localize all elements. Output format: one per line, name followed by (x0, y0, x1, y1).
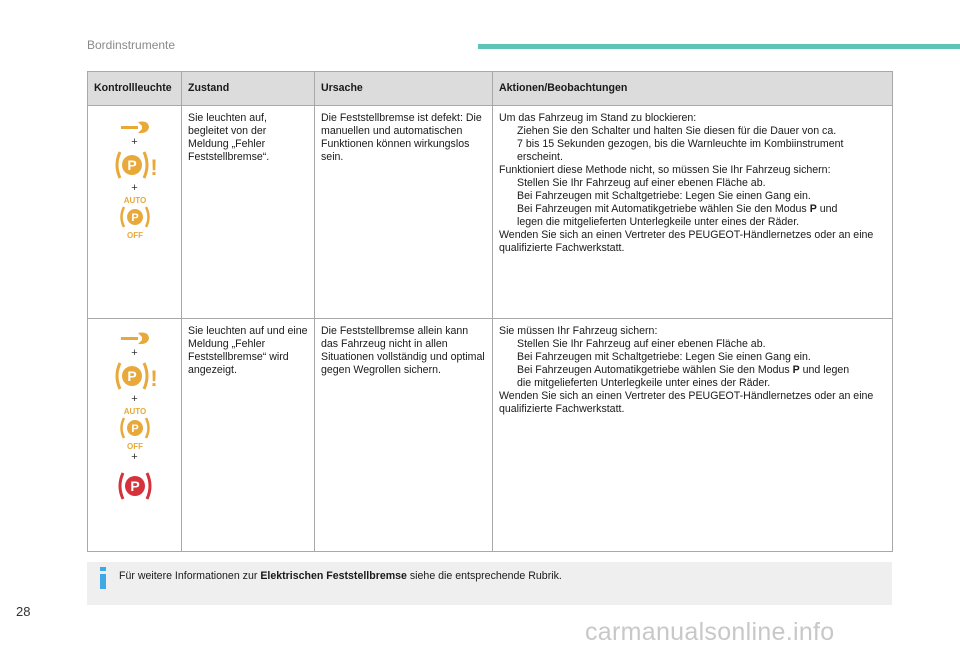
svg-text:P: P (130, 212, 139, 224)
page-number: 28 (16, 604, 31, 619)
plus-sign: + (131, 393, 138, 405)
svg-text:P: P (126, 157, 137, 173)
svg-text:P: P (130, 423, 139, 435)
ursache-cell: Die Feststellbremse allein kann das Fahrzeug nicht in allen Situationen vollständig und optimal gegen Wegrollen sichern. (315, 319, 493, 552)
bullet-icon (499, 125, 517, 138)
action-text: Ziehen Sie den Schalter und halten Sie diesen für die Dauer von ca. (517, 125, 837, 137)
svg-text:OFF: OFF (126, 231, 143, 240)
action-text: Um das Fahrzeug im Stand zu blockieren: (499, 112, 697, 124)
plus-sign: + (131, 451, 138, 463)
section-title: Bordinstrumente (87, 38, 176, 52)
parking-brake-fault-icon (112, 359, 158, 393)
table-row (88, 319, 893, 552)
ursache-cell: Die Feststellbremse ist defekt: Die manuellen und automatischen Funktionen können wirkungslos sein. (315, 106, 493, 319)
info-box (87, 562, 892, 605)
info-icon (96, 567, 110, 589)
col-header-ursache: Ursache (315, 72, 493, 106)
action-text: legen die mitgelieferten Unterlegkeile unter eines der Räder. (517, 216, 800, 228)
zustand-cell: Sie leuchten auf, begleitet von der Meldung „Fehler Feststellbremse“. (182, 106, 315, 319)
plus-sign: + (131, 347, 138, 359)
svg-text:P: P (126, 368, 137, 384)
table-row (88, 106, 893, 319)
action-text: die mitgelieferten Unterlegkeile unter eines der Räder. (517, 377, 771, 389)
bullet-icon (499, 338, 517, 351)
svg-text:AUTO: AUTO (123, 407, 146, 416)
action-text: Sie müssen Ihr Fahrzeug sichern: (499, 325, 658, 337)
bullet-icon (499, 190, 517, 203)
aktionen-cell (493, 106, 893, 319)
icon-cell (88, 319, 182, 552)
warning-light-table (87, 71, 893, 552)
section-accent-bar (478, 44, 960, 49)
auto-p-off-icon (115, 405, 155, 451)
col-header-aktionen: Aktionen/Beobachtungen (493, 72, 893, 106)
action-text: Bei Fahrzeugen Automatikgetriebe wählen Sie den Modus P und legen (517, 364, 850, 376)
wrench-icon (118, 118, 152, 136)
bullet-icon (499, 177, 517, 190)
plus-sign: + (131, 136, 138, 148)
parking-brake-fault-icon (112, 148, 158, 182)
bullet-icon (499, 351, 517, 364)
action-text: Wenden Sie sich an einen Vertreter des PEUGEOT-Händlernetzes oder an eine qualifizierte Fachwerkstatt. (499, 229, 874, 254)
svg-text:AUTO: AUTO (123, 196, 146, 205)
action-text: 7 bis 15 Sekunden gezogen, bis die Warnleuchte im Kombiinstrument erscheint. (517, 138, 844, 163)
table-header-row (88, 72, 893, 106)
zustand-cell: Sie leuchten auf und eine Meldung „Fehler Feststellbremse“ wird angezeigt. (182, 319, 315, 552)
aktionen-cell (493, 319, 893, 552)
col-header-zustand: Zustand (182, 72, 315, 106)
svg-text:!: ! (149, 366, 158, 391)
info-link-term: Elektrischen Feststellbremse (260, 570, 407, 582)
action-text: Funktioniert diese Methode nicht, so müssen Sie Ihr Fahrzeug sichern: (499, 164, 831, 176)
auto-p-off-icon (115, 194, 155, 240)
action-text: Bei Fahrzeugen mit Schaltgetriebe: Legen Sie einen Gang ein. (517, 190, 811, 202)
parking-brake-red-icon (115, 469, 155, 503)
watermark: carmanualsonline.info (585, 618, 835, 646)
info-text: Für weitere Informationen zur Elektrischen Feststellbremse siehe die entsprechende Rubrik. (119, 570, 562, 582)
action-text: Bei Fahrzeugen mit Schaltgetriebe: Legen Sie einen Gang ein. (517, 351, 811, 363)
svg-text:OFF: OFF (126, 442, 143, 451)
plus-sign: + (131, 182, 138, 194)
icon-cell (88, 106, 182, 319)
action-text: Stellen Sie Ihr Fahrzeug auf einer ebenen Fläche ab. (517, 177, 766, 189)
bullet-icon (499, 203, 517, 216)
bullet-icon (499, 364, 517, 377)
svg-text:P: P (129, 478, 140, 494)
action-text: Stellen Sie Ihr Fahrzeug auf einer ebenen Fläche ab. (517, 338, 766, 350)
svg-text:!: ! (149, 155, 158, 180)
action-text: Wenden Sie sich an einen Vertreter des PEUGEOT-Händlernetzes oder an eine qualifizierte Fachwerkstatt. (499, 390, 874, 415)
action-text: Bei Fahrzeugen mit Automatikgetriebe wählen Sie den Modus P und (517, 203, 838, 215)
wrench-icon (118, 329, 152, 347)
col-header-kontrollleuchte: Kontrollleuchte (88, 72, 182, 106)
